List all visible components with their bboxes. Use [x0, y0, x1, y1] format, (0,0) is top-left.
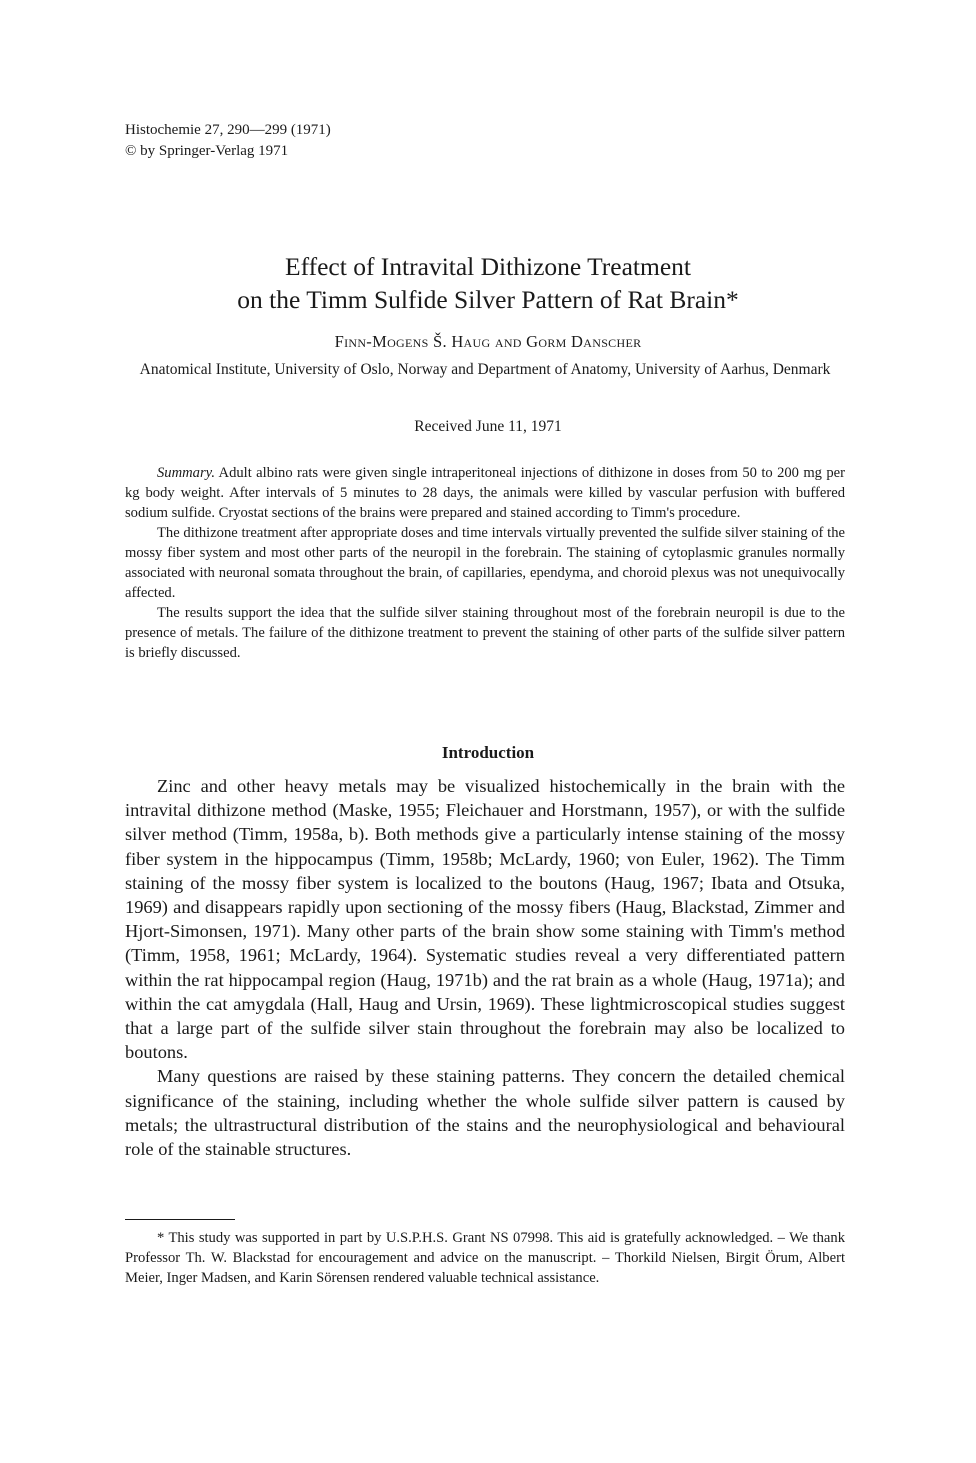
introduction-body: [125, 774, 845, 1161]
author-list: Finn-Mogens Š. Haug and Gorm Danscher: [334, 332, 642, 351]
body-paragraph: Many questions are raised by these staining patterns. They concern the detailed chemical significance of the staining, including whether the whole sulfide silver pattern is caused by metals; the ultrastructural distribution of the stains and the neurophysiological and behavioural role of the stainable structures.: [125, 1066, 845, 1160]
paper-title: [0, 250, 976, 316]
journal-citation: Histochemie 27, 290—299 (1971): [125, 122, 331, 138]
footnote: * This study was supported in part by U.S.P.H.S. Grant NS 07998. This aid is gratefully acknowledged. – We thank Professor Th. W. Blackstad for encouragement and advice on the manuscript. – Thorkild Nielsen, Birgit Örum, Albert Meier, Inger Madsen, and Karin Sörensen rendered valuable technical assistance.: [125, 1230, 845, 1286]
summary-text: Adult albino rats were given single intraperitoneal injections of dithizone in doses from 50 to 200 mg per kg body weight. After intervals of 5 minutes to 28 days, the animals were killed by vascular perfusion with buffered sodium sulfide. Cryostat sections of the brains were prepared and stained according to Timm's procedure.: [125, 465, 845, 521]
received-date: Received June 11, 1971: [414, 418, 562, 435]
footnote-divider: [125, 1219, 235, 1220]
title-line-2: on the Timm Sulfide Silver Pattern of Rat Brain*: [237, 285, 739, 314]
summary-paragraph: The dithizone treatment after appropriate doses and time intervals virtually prevented the sulfide silver staining of the mossy fiber system and most other parts of the neuropil in the forebrain. The staining of cytoplasmic granules normally associated with neuronal somata throughout the brain, of capillaries, ependyma, and choroid plexus was not unequivocally affected.: [125, 525, 845, 601]
journal-header: [125, 120, 331, 162]
author-affiliation: Anatomical Institute, University of Oslo, Norway and Department of Anatomy, University of Aarhus, Denmark: [139, 361, 831, 378]
summary-label: Summary.: [157, 465, 215, 481]
body-paragraph: Zinc and other heavy metals may be visualized histochemically in the brain with the intravital dithizone method (Maske, 1955; Fleichauer and Horstmann, 1957), or with the sulfide silver method (Timm, 1958a, b). Both methods give a particularly intense staining of the mossy fiber system in the hippocampus (Timm, 1958b; McLardy, 1960; von Euler, 1962). The Timm staining of the mossy fiber system is localized to the boutons (Haug, 1967; Ibata and Otsuka, 1969) and disappears rapidly upon sectioning of the mossy fibers (Haug, Blackstad, Zimmer and Hjort-Simonsen, 1971). Many other parts of the brain show some staining with Timm's method (Timm, 1958, 1961; McLardy, 1964). Systematic studies reveal a very differentiated pattern within the rat hippocampal region (Haug, 1971b) and the rat brain as a whole (Haug, 1971a); and within the cat amygdala (Hall, Haug and Ursin, 1969). These lightmicroscopical studies suggest that a large part of the sulfide silver stain throughout the forebrain may also be localized to boutons.: [125, 776, 845, 1063]
section-heading-introduction: Introduction: [441, 743, 535, 762]
title-line-1: Effect of Intravital Dithizone Treatment: [285, 252, 691, 281]
summary-paragraph: The results support the idea that the sulfide silver staining throughout most of the forebrain neuropil is due to the presence of metals. The failure of the dithizone treatment to prevent the staining of other parts of the sulfide silver pattern is briefly discussed.: [125, 605, 845, 661]
summary-abstract: [125, 463, 845, 663]
summary-paragraph: [125, 463, 845, 523]
copyright-line: © by Springer-Verlag 1971: [125, 143, 289, 159]
